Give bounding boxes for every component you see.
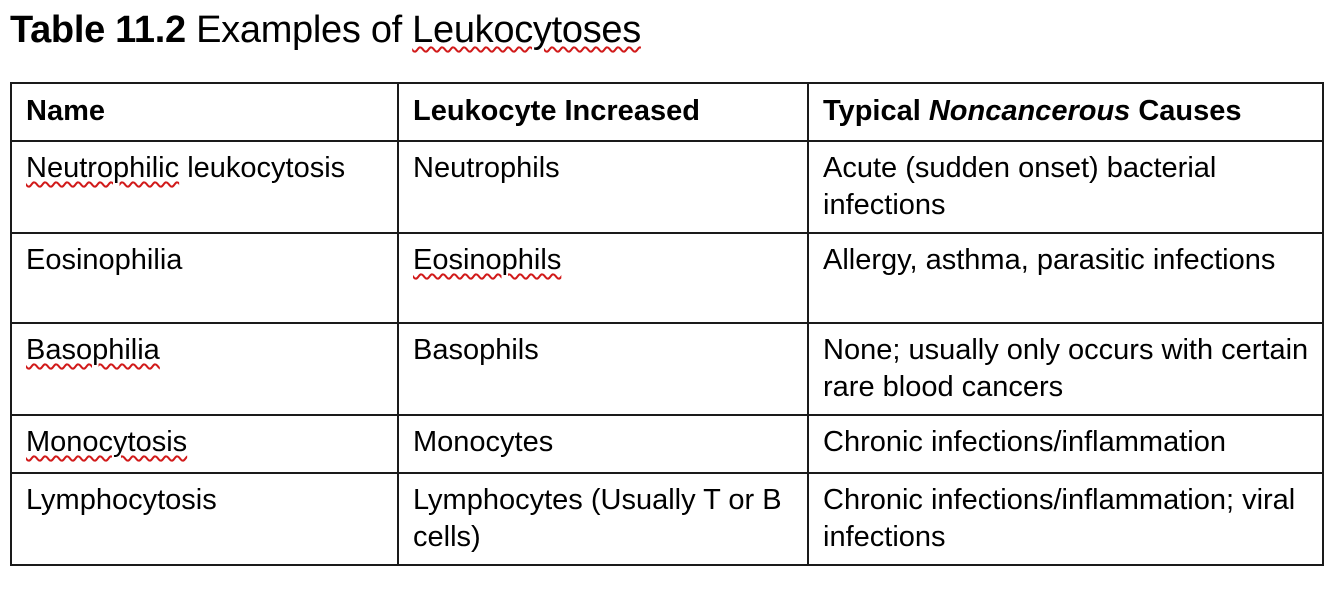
header-name: Name xyxy=(11,83,398,141)
header-leukocyte-increased: Leukocyte Increased xyxy=(398,83,808,141)
cell-name-term: Basophilia xyxy=(26,334,160,366)
table-title-term: Leukocytoses xyxy=(412,9,641,51)
cell-name: Lymphocytosis xyxy=(11,473,398,565)
cell-name: Eosinophilia xyxy=(11,233,398,323)
header-causes-italic: Noncancerous xyxy=(928,95,1131,127)
header-causes xyxy=(808,83,1323,141)
cell-leukocyte: Monocytes xyxy=(398,415,808,473)
cell-name-term: Monocytosis xyxy=(26,426,188,458)
table-title-text: Examples of xyxy=(185,9,413,51)
cell-leukocyte-term: Eosinophils xyxy=(413,244,562,276)
table-row xyxy=(11,473,1323,565)
cell-leukocyte xyxy=(398,233,808,323)
table-row xyxy=(11,323,1323,415)
table-row xyxy=(11,415,1323,473)
cell-name xyxy=(11,141,398,233)
header-causes-suffix: Causes xyxy=(1130,95,1242,127)
cell-causes: Chronic infections/inflammation xyxy=(808,415,1323,473)
table-row xyxy=(11,233,1323,323)
table-title xyxy=(10,8,641,52)
cell-name-term: Neutrophilic xyxy=(26,152,180,184)
cell-causes: None; usually only occurs with certain rare blood cancers xyxy=(808,323,1323,415)
table-row xyxy=(11,141,1323,233)
cell-leukocyte: Neutrophils xyxy=(398,141,808,233)
table-number: Table 11.2 xyxy=(10,9,186,51)
cell-causes: Chronic infections/inflammation; viral infections xyxy=(808,473,1323,565)
header-causes-prefix: Typical xyxy=(823,95,929,127)
leukocytoses-table xyxy=(10,82,1324,566)
cell-causes: Allergy, asthma, parasitic infections xyxy=(808,233,1323,323)
cell-leukocyte: Lymphocytes (Usually T or B cells) xyxy=(398,473,808,565)
cell-name xyxy=(11,415,398,473)
cell-causes: Acute (sudden onset) bacterial infections xyxy=(808,141,1323,233)
cell-leukocyte: Basophils xyxy=(398,323,808,415)
cell-name xyxy=(11,323,398,415)
cell-name-rest: leukocytosis xyxy=(179,152,346,184)
table-header-row xyxy=(11,83,1323,141)
